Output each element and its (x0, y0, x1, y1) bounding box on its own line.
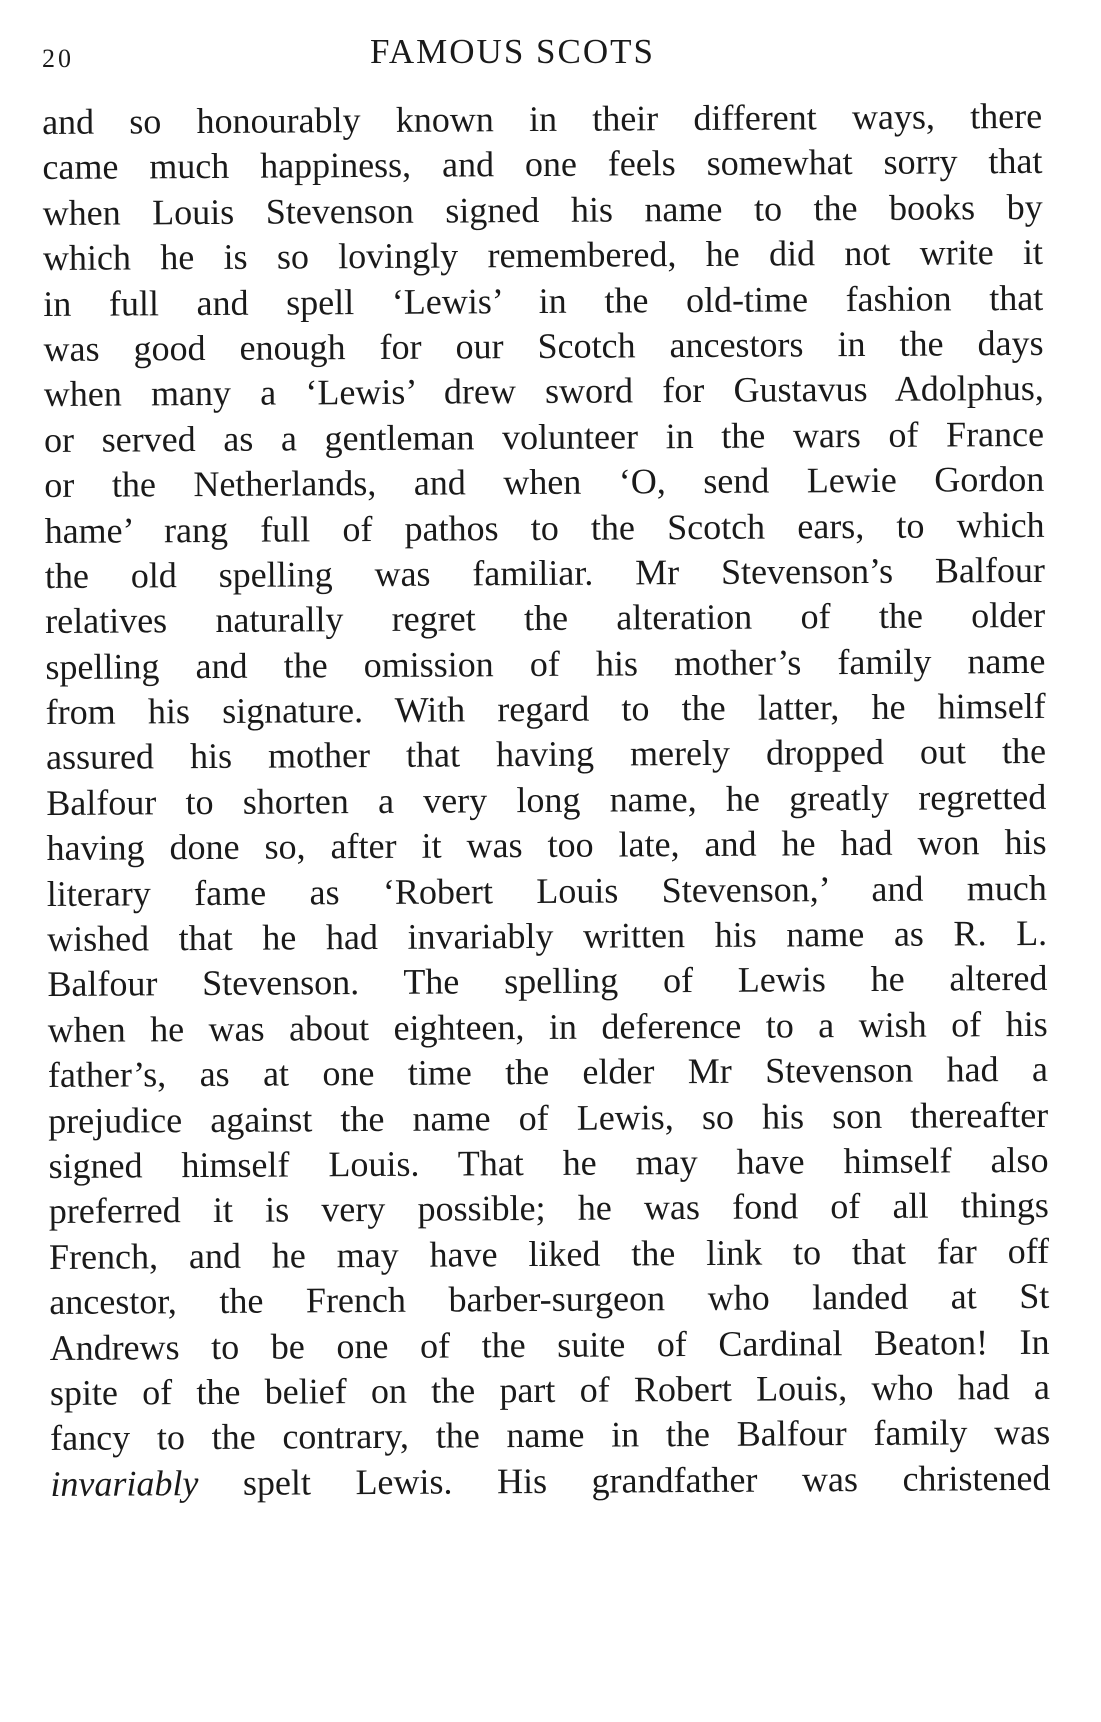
text-line: father’s, as at one time the elder Mr Stevenson had a (47, 1049, 1049, 1096)
emphasis-word: invariably (50, 1462, 199, 1504)
text-line: relatives naturally regret the alteration of the older (45, 595, 1046, 642)
text-line: having done so, after it was too late, and he had won his (46, 822, 1047, 869)
text-line: or served as a gentleman volunteer in the wars of France (43, 413, 1045, 460)
text-line: which he is so lovingly remembered, he did not write it (42, 232, 1044, 279)
text-line: Balfour Stevenson. The spelling of Lewis he altered (47, 958, 1048, 1005)
text-line: signed himself Louis. That he may have himself also (48, 1139, 1049, 1186)
text-line: the old spelling was familiar. Mr Stevenson’s Balfour (44, 549, 1046, 596)
text-line: ancestor, the French barber-surgeon who landed at St (49, 1276, 1050, 1323)
text-line: when many a ‘Lewis’ drew sword for Gustavus Adolphus, (43, 368, 1044, 415)
text-line: came much happiness, and one feels somewhat sorry that (42, 141, 1043, 188)
text-line: Balfour to shorten a very long name, he greatly regretted (46, 776, 1047, 823)
text-line: hame’ rang full of pathos to the Scotch ears, to which (44, 504, 1045, 551)
text-line: wished that he had invariably written his name as R. L. (47, 912, 1048, 960)
text-line: prejudice against the name of Lewis, so his son thereafter (48, 1094, 1049, 1141)
text-line: was good enough for our Scotch ancestors in the days (43, 322, 1044, 369)
text-line: when Louis Stevenson signed his name to the books by (42, 186, 1043, 233)
text-line-rest: spelt Lewis. His grandfather was christened (198, 1457, 1051, 1503)
text-line: French, and he may have liked the link to that far off (48, 1230, 1050, 1277)
text-line: preferred it is very possible; he was fond of all things (48, 1185, 1049, 1232)
body-text (42, 94, 1051, 1507)
text-line: in full and spell ‘Lewis’ in the old-time fashion that (43, 277, 1044, 324)
text-line: literary fame as ‘Robert Louis Stevenson,’ and much (46, 867, 1047, 914)
text-line: from his signature. With regard to the latter, he himself (45, 685, 1046, 733)
text-line: and so honourably known in their different ways, there (42, 95, 1043, 142)
text-line: or the Netherlands, and when ‘O, send Lewie Gordon (44, 459, 1045, 506)
text-line-last (50, 1456, 1050, 1507)
page-number: 20 (42, 44, 74, 73)
text-line: spite of the belief on the part of Robert Louis, who had a (49, 1366, 1051, 1413)
text-line: fancy to the contrary, the name in the Balfour family was (50, 1412, 1051, 1459)
text-line: when he was about eighteen, in deference to a wish of his (47, 1003, 1048, 1050)
text-line: spelling and the omission of his mother’s family name (45, 640, 1046, 687)
running-head (40, 26, 1050, 76)
text-line: assured his mother that having merely dropped out the (45, 731, 1047, 778)
text-line: Andrews to be one of the suite of Cardinal Beaton! In (49, 1321, 1050, 1368)
running-title: FAMOUS SCOTS (370, 32, 655, 71)
